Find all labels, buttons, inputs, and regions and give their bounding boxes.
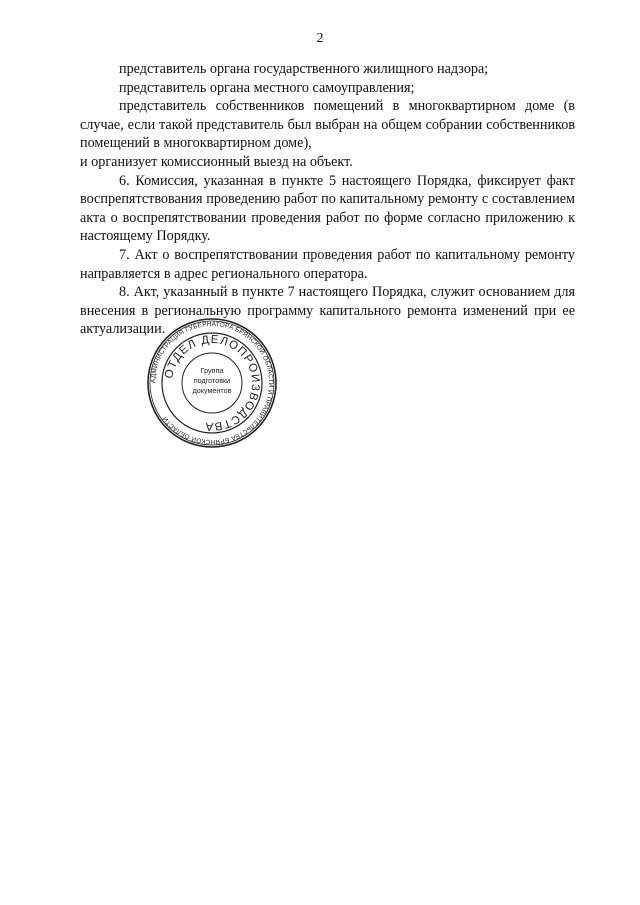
page-number: 2 xyxy=(316,31,324,46)
stamp-center-line-3: документов xyxy=(192,386,232,395)
paragraph-site-visit: и организует комиссионный выезд на объект. xyxy=(80,153,353,170)
stamp-outer-text: АДМИНИСТРАЦИЯ ГУБЕРНАТОРА БРЯНСКОЙ ОБЛАСТИ И ПРАВИТЕЛЬСТВА БРЯНСКОЙ ОБЛАСТИ xyxy=(149,320,275,446)
paragraph-housing-inspection: представитель органа государственного жилищного надзора; xyxy=(119,61,489,77)
stamp-seal-icon xyxy=(146,317,278,449)
paragraph-item-8: 8. Акт, указанный в пункте 7 настоящего Порядка, служит основанием для внесения в региональную программу капитального ремонта изменений при ее актуализации. xyxy=(80,284,575,338)
stamp-inner-text: ОТДЕЛ ДЕЛОПРОИЗВОДСТВА xyxy=(163,333,262,433)
paragraph-local-government: представитель органа местного самоуправления; xyxy=(119,79,415,96)
stamp-center-line-2: подготовки xyxy=(193,376,231,385)
paragraph-item-7: 7. Акт о воспрепятствовании проведения работ по капитальному ремонту направляется в адрес регионального оператора. xyxy=(80,246,575,282)
paragraph-owners-representative: представитель собственников помещений в многоквартирном доме (в случае, если такой представитель был выбран на общем собрании собственников помещений в многоквартирном доме), xyxy=(80,98,575,152)
paragraph-item-6: 6. Комиссия, указанная в пункте 5 настоящего Порядка, фиксирует факт воспрепятствования проведению работ по капитальному ремонту с составлением акта о воспрепятствовании проведения работ по форме согласно приложению к настоящему Порядку. xyxy=(80,172,575,245)
stamp-center-line-1: Группа xyxy=(200,366,224,375)
document-body xyxy=(80,60,575,339)
office-stamp xyxy=(146,317,278,449)
